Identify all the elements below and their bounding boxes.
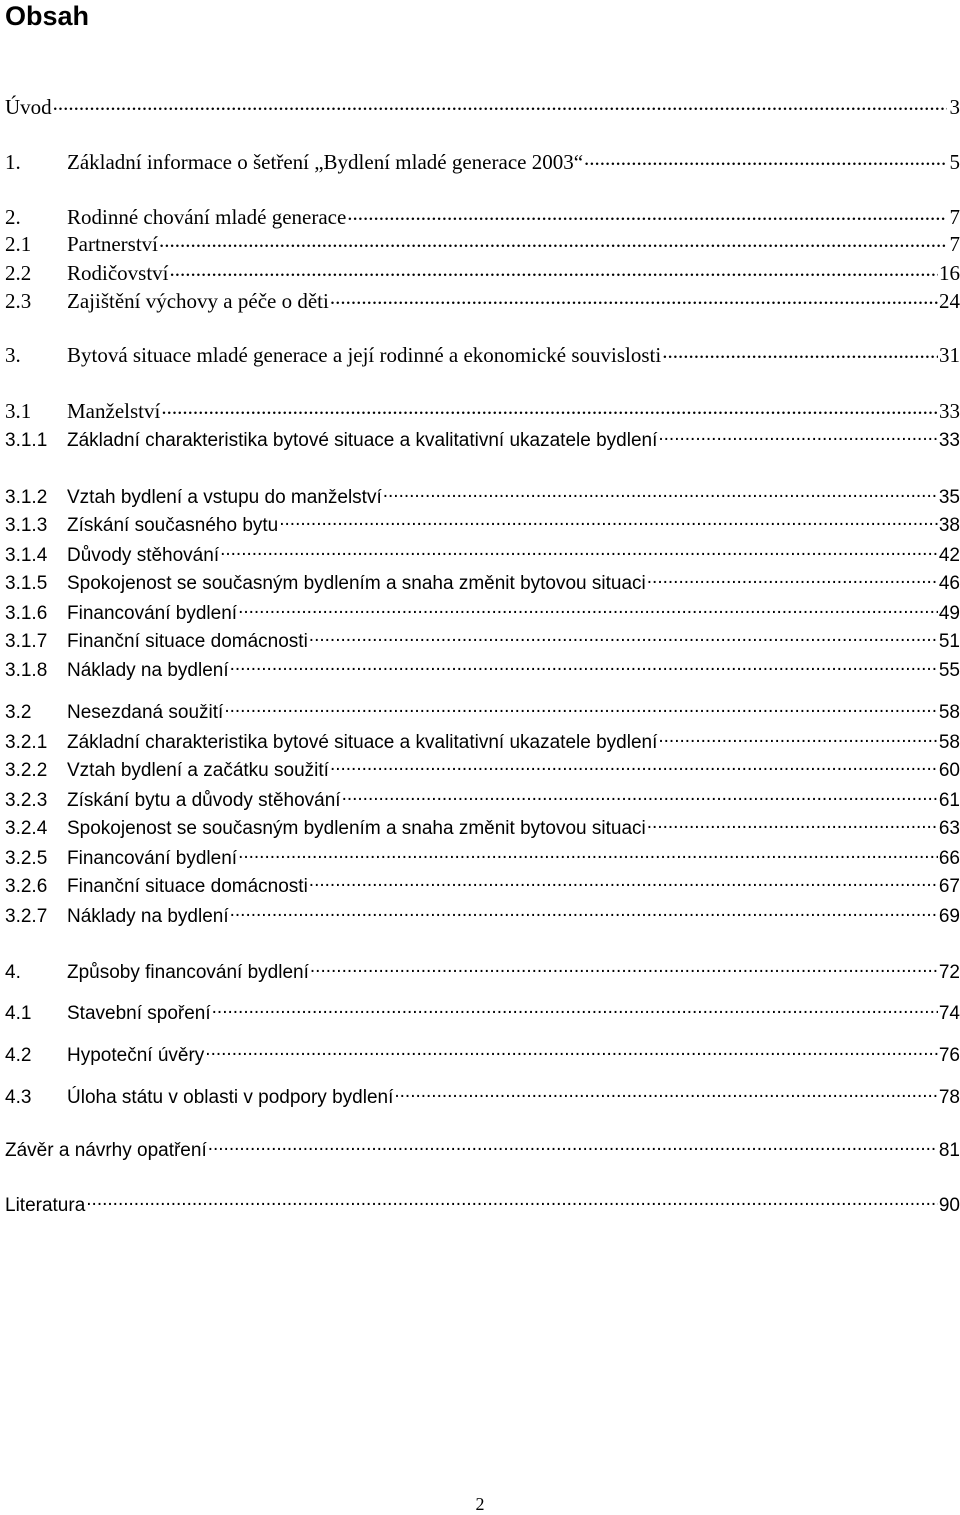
toc-entry-label: Finanční situace domácnosti	[67, 631, 308, 652]
toc-entry[interactable]	[5, 418, 960, 451]
toc-entry-number: 3.2.2	[5, 760, 48, 781]
dot-leader	[647, 561, 938, 589]
toc-entry-page: 58	[938, 732, 960, 753]
toc-entry[interactable]	[5, 1033, 960, 1066]
toc-entry-page: 81	[938, 1140, 960, 1161]
toc-entry-page: 42	[938, 545, 960, 566]
toc-entry-number: 3.2	[5, 702, 32, 723]
toc-entry[interactable]	[5, 561, 960, 594]
dot-leader	[309, 619, 938, 647]
toc-entry-number: 4.3	[5, 1087, 32, 1108]
toc-entry-page: 5	[949, 150, 960, 174]
toc-entry[interactable]	[5, 864, 960, 897]
dot-leader	[310, 950, 938, 978]
dot-leader	[212, 991, 938, 1019]
toc-entry-number: 3.2.7	[5, 906, 48, 927]
toc-entry[interactable]	[5, 390, 960, 423]
toc-entry[interactable]	[5, 806, 960, 839]
toc-entry-page: 49	[938, 603, 960, 624]
toc-entry-number: 3.1.6	[5, 603, 48, 624]
toc-entry[interactable]	[5, 1128, 960, 1161]
toc-entry-page: 60	[938, 760, 960, 781]
dot-leader	[53, 86, 947, 114]
toc-entry-label: Zajištění výchovy a péče o děti	[67, 289, 329, 313]
page-number: 2	[475, 1494, 485, 1514]
toc-entry-label: Financování bydlení	[67, 603, 238, 624]
toc-entry-label: Způsoby financování bydlení	[67, 962, 309, 983]
dot-leader	[230, 648, 938, 676]
toc-entry-label: Vztah bydlení a vstupu do manželství	[67, 487, 382, 508]
toc-entry-page: 31	[939, 343, 960, 367]
toc-entry[interactable]	[5, 748, 960, 781]
toc-entry-label: Stavební spoření	[67, 1003, 211, 1024]
toc-entry[interactable]	[5, 223, 960, 256]
dot-leader	[161, 390, 938, 418]
toc-entry[interactable]	[5, 720, 960, 753]
toc-entry-label: Hypoteční úvěry	[67, 1045, 205, 1066]
toc-entry[interactable]	[5, 778, 960, 811]
toc-entry[interactable]	[5, 503, 960, 536]
toc-entry[interactable]	[5, 1183, 960, 1216]
toc-entry[interactable]	[5, 648, 960, 681]
toc-entry-number: 3.2.6	[5, 876, 48, 897]
toc-entry-label: Náklady na bydlení	[67, 660, 229, 681]
toc-entry-page: 61	[938, 790, 960, 811]
dot-leader	[279, 503, 938, 531]
toc-entry-page: 35	[938, 487, 960, 508]
toc-entry-label: Úloha státu v oblasti v podpory bydlení	[67, 1087, 394, 1108]
toc-entry-page: 66	[938, 848, 960, 869]
toc-entry-number: 3.	[5, 343, 21, 367]
page-title: Obsah	[5, 1, 90, 31]
toc-entry-number: 3.2.5	[5, 848, 48, 869]
toc-entry-number: 3.1.5	[5, 573, 48, 594]
toc-entry-label: Získání bytu a důvody stěhování	[67, 790, 341, 811]
toc-entry[interactable]	[5, 196, 960, 229]
toc-entry-page: 55	[938, 660, 960, 681]
dot-leader	[647, 806, 938, 834]
toc-entry-label: Rodinné chování mladé generace	[67, 205, 347, 229]
dot-leader	[347, 196, 947, 224]
dot-leader	[330, 280, 938, 308]
toc-entry-page: 69	[938, 906, 960, 927]
toc-entry-page: 46	[938, 573, 960, 594]
toc-entry-label: Získání současného bytu	[67, 515, 279, 536]
toc-entry[interactable]	[5, 894, 960, 927]
dot-leader	[205, 1033, 938, 1061]
toc-entry-number: 4.1	[5, 1003, 32, 1024]
dot-leader	[658, 418, 937, 446]
dot-leader	[224, 690, 938, 718]
toc-entry-page: 38	[938, 515, 960, 536]
toc-entry[interactable]	[5, 836, 960, 869]
toc-entry-label: Finanční situace domácnosti	[67, 876, 308, 897]
toc-entry[interactable]	[5, 334, 960, 367]
toc-entry[interactable]	[5, 141, 960, 174]
toc-entry-page: 16	[939, 261, 960, 285]
toc-entry-number: 4.2	[5, 1045, 32, 1066]
dot-leader	[662, 334, 938, 362]
toc-entry-number: 3.1.7	[5, 631, 48, 652]
toc-entry-label: Financování bydlení	[67, 848, 238, 869]
dot-leader	[394, 1075, 938, 1103]
toc-entry[interactable]	[5, 1075, 960, 1108]
toc-entry-page: 67	[938, 876, 960, 897]
toc-entry-number: 3.1.1	[5, 430, 48, 451]
toc-entry-label: Literatura	[5, 1195, 86, 1216]
toc-entry-number: 2.3	[5, 289, 32, 313]
dot-leader	[658, 720, 937, 748]
toc-entry[interactable]	[5, 690, 960, 723]
toc-entry-page: 24	[939, 289, 960, 313]
toc-entry-page: 3	[949, 95, 960, 119]
toc-entry-page: 7	[949, 232, 960, 256]
toc-entry-label: Partnerství	[67, 232, 158, 256]
toc-entry-number: 3.2.3	[5, 790, 48, 811]
toc-entry-label: Základní charakteristika bytové situace a kvalitativní ukazatele bydlení	[67, 430, 658, 451]
dot-leader	[309, 864, 938, 892]
dot-leader	[159, 223, 947, 251]
toc-entry-number: 3.1.2	[5, 487, 48, 508]
dot-leader	[208, 1128, 938, 1156]
dot-leader	[584, 141, 947, 169]
toc-entry-label: Náklady na bydlení	[67, 906, 229, 927]
toc-entry-number: 3.1.8	[5, 660, 48, 681]
toc-entry-page: 33	[939, 399, 960, 423]
toc-entry-label: Nesezdaná soužití	[67, 702, 224, 723]
toc-entry-label: Závěr a návrhy opatření	[5, 1140, 207, 1161]
toc-entry[interactable]	[5, 252, 960, 285]
toc-entry-number: 3.1.3	[5, 515, 48, 536]
dot-leader	[330, 748, 938, 776]
toc-entry-number: 2.2	[5, 261, 32, 285]
toc-entry-label: Základní charakteristika bytové situace a kvalitativní ukazatele bydlení	[67, 732, 658, 753]
toc-entry-label: Manželství	[67, 399, 161, 423]
toc-entry-page: 74	[938, 1003, 960, 1024]
toc-entry-label: Vztah bydlení a začátku soužití	[67, 760, 329, 781]
toc-entry-page: 58	[938, 702, 960, 723]
toc-entry-page: 90	[938, 1195, 960, 1216]
toc-entry-page: 72	[938, 962, 960, 983]
toc-entry-page: 78	[938, 1087, 960, 1108]
toc-entry-label: Úvod	[5, 95, 52, 119]
toc-entry-number: 4.	[5, 962, 21, 983]
toc-entry[interactable]	[5, 475, 960, 508]
dot-leader	[383, 475, 938, 503]
toc-entry-number: 3.2.4	[5, 818, 48, 839]
toc-entry[interactable]	[5, 591, 960, 624]
toc-entry[interactable]	[5, 533, 960, 566]
dot-leader	[170, 252, 938, 280]
dot-leader	[238, 591, 938, 619]
toc-entry-label: Rodičovství	[67, 261, 169, 285]
dot-leader	[342, 778, 938, 806]
toc-entry-page: 33	[938, 430, 960, 451]
toc-entry-page: 63	[938, 818, 960, 839]
toc-entry-number: 3.1.4	[5, 545, 48, 566]
toc-entry-number: 3.1	[5, 399, 32, 423]
toc-entry-number: 2.1	[5, 232, 32, 256]
toc-entry-label: Spokojenost se současným bydlením a snaha změnit bytovou situaci	[67, 818, 646, 839]
toc-entry[interactable]	[5, 86, 960, 119]
toc-entry-label: Důvody stěhování	[67, 545, 220, 566]
toc-entry-label: Spokojenost se současným bydlením a snaha změnit bytovou situaci	[67, 573, 646, 594]
toc-entry-label: Bytová situace mladé generace a její rodinné a ekonomické souvislosti	[67, 343, 662, 367]
toc-entry[interactable]	[5, 950, 960, 983]
toc-entry-page: 7	[949, 205, 960, 229]
toc-entry[interactable]	[5, 991, 960, 1024]
dot-leader	[86, 1183, 938, 1211]
toc-entry-label: Základní informace o šetření „Bydlení mladé generace 2003“	[67, 150, 584, 174]
dot-leader	[238, 836, 938, 864]
dot-leader	[220, 533, 938, 561]
toc-entry-page: 76	[938, 1045, 960, 1066]
dot-leader	[230, 894, 938, 922]
toc-entry[interactable]	[5, 619, 960, 652]
toc-entry-number: 1.	[5, 150, 21, 174]
toc-entry[interactable]	[5, 280, 960, 313]
toc-entry-number: 3.2.1	[5, 732, 48, 753]
toc-entry-page: 51	[938, 631, 960, 652]
toc-entry-number: 2.	[5, 205, 21, 229]
